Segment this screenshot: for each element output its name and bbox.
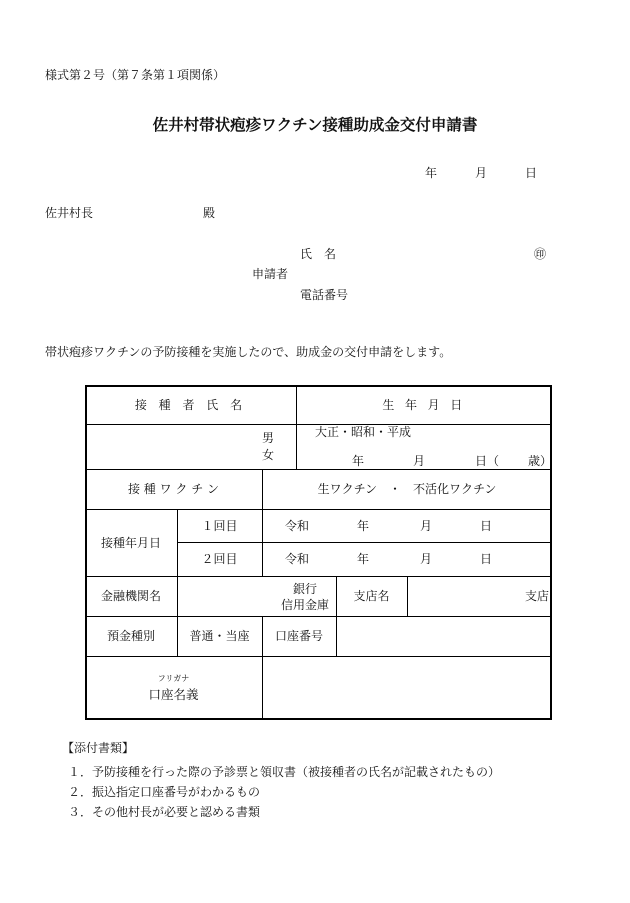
applicant-phone-label: 電話番号 [300, 288, 349, 302]
vaccine-label: 接 種 ワ ク チ ン [127, 482, 220, 496]
dose-2-day-label: 日 [480, 552, 493, 566]
furigana-label: フリガナ [157, 673, 190, 683]
account-holder-label: 口座名義 [148, 686, 199, 702]
birth-month-label: 月 [413, 454, 426, 468]
sex-male-option: 男 [262, 431, 275, 445]
birth-day-label: 日（ [475, 454, 500, 468]
table-rule [407, 576, 408, 616]
date-year-label: 年 [425, 166, 438, 180]
account-type-label: 預金種別 [106, 629, 155, 643]
attachment-item: ２．振込指定口座番号がわかるもの [68, 785, 261, 799]
page-title: 佐井村帯状疱疹ワクチン接種助成金交付申請書 [152, 115, 478, 134]
account-number-value [336, 616, 552, 656]
sex-female-option: 女 [262, 448, 275, 462]
dose-1-label: １回目 [201, 518, 238, 533]
account-holder-label-cell [85, 656, 262, 720]
branch-name-label: 支店名 [353, 589, 390, 603]
bank-name-label: 金融機関名 [100, 589, 161, 603]
recipient-name-header: 接 種 者 氏 名 [134, 397, 247, 412]
attachments-heading: 【添付書類】 [62, 741, 135, 755]
seal-mark: ㊞ [534, 247, 547, 261]
applicant-label: 申請者 [252, 267, 289, 281]
attachment-item: １．予防接種を行った際の予診票と領収書（被接種者の氏名が記載されたもの） [68, 765, 501, 779]
account-number-label: 口座番号 [274, 629, 323, 643]
vaccine-type-options: 生ワクチン ・ 不活化ワクチン [317, 482, 497, 496]
application-statement: 帯状疱疹ワクチンの予防接種を実施したので、助成金の交付申請をします。 [45, 345, 452, 359]
age-label: 歳） [528, 454, 553, 468]
branch-suffix: 支店 [525, 589, 550, 603]
account-type-options: 普通・当座 [189, 629, 250, 643]
dose-1-year-label: 年 [357, 519, 370, 533]
applicant-name-label: 氏 名 [300, 247, 337, 261]
dose-1-era: 令和 [285, 519, 310, 533]
vaccination-date-label: 接種年月日 [100, 535, 161, 550]
dose-1-day-label: 日 [480, 519, 493, 533]
date-month-label: 月 [475, 166, 488, 180]
addressee-honorific: 殿 [203, 206, 216, 220]
dose-2-era: 令和 [285, 552, 310, 566]
dose-2-year-label: 年 [357, 552, 370, 566]
attachment-item: ３．その他村長が必要と認める書類 [68, 805, 261, 819]
date-day-label: 日 [525, 166, 538, 180]
birth-year-label: 年 [352, 454, 365, 468]
form-number: 様式第２号（第７条第１項関係） [45, 68, 226, 82]
addressee-name: 佐井村長 [45, 206, 94, 220]
birthdate-header: 生 年 月 日 [382, 397, 466, 412]
dose-2-month-label: 月 [420, 552, 433, 566]
dose-2-label: ２回目 [201, 552, 238, 566]
account-holder-value [262, 656, 552, 720]
dose-1-month-label: 月 [420, 519, 433, 533]
bank-type-credit-union: 信用金庫 [280, 598, 329, 612]
birth-era-options: 大正・昭和・平成 [315, 425, 412, 439]
bank-type-bank: 銀行 [292, 582, 317, 596]
